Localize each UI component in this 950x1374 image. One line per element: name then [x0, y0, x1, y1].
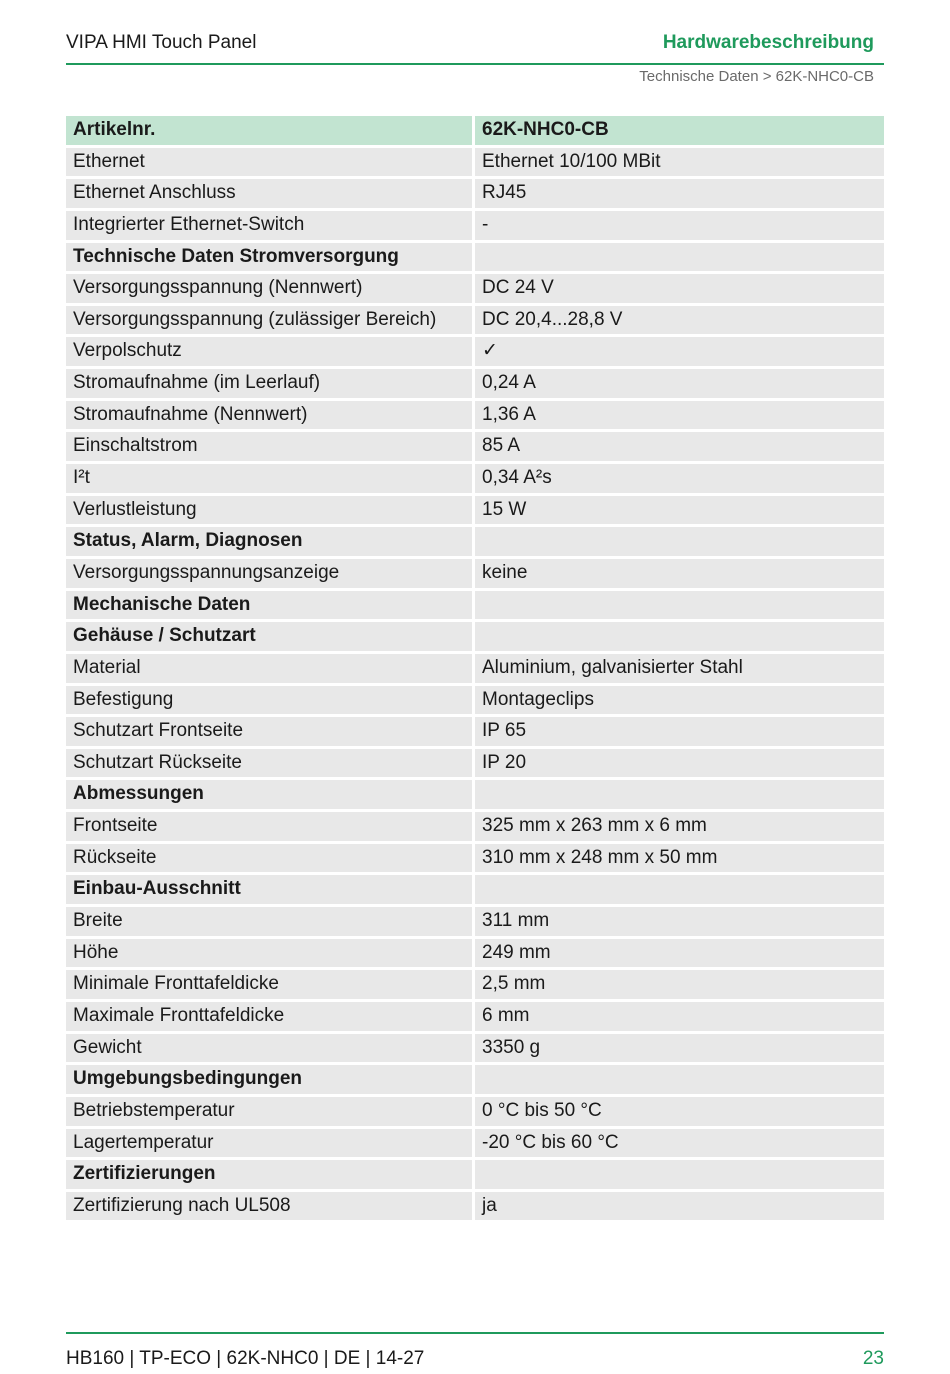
- row-value: [475, 243, 884, 272]
- table-row: [66, 211, 884, 240]
- row-value: ja: [475, 1192, 884, 1221]
- table-section-row: [66, 527, 884, 556]
- table-row: [66, 464, 884, 493]
- row-value: 6 mm: [475, 1002, 884, 1031]
- row-label: Verpolschutz: [66, 337, 472, 366]
- row-label: Schutzart Rückseite: [66, 749, 472, 778]
- table-section-row: [66, 1065, 884, 1094]
- table-row: [66, 907, 884, 936]
- row-value: 85 A: [475, 432, 884, 461]
- row-value: RJ45: [475, 179, 884, 208]
- footer-document-id: HB160 | TP-ECO | 62K-NHC0 | DE | 14-27: [66, 1348, 425, 1369]
- row-label: Technische Daten Stromversorgung: [66, 243, 472, 272]
- row-label: Status, Alarm, Diagnosen: [66, 527, 472, 556]
- row-label: Minimale Fronttafeldicke: [66, 970, 472, 999]
- page-number: 23: [862, 1348, 884, 1369]
- row-label: Ethernet Anschluss: [66, 179, 472, 208]
- table-row: [66, 686, 884, 715]
- row-value: DC 24 V: [475, 274, 884, 303]
- row-label: Frontseite: [66, 812, 472, 841]
- table-row: [66, 1097, 884, 1126]
- row-label: Versorgungsspannung (zulässiger Bereich): [66, 306, 472, 335]
- row-value: 2,5 mm: [475, 970, 884, 999]
- row-value: Montageclips: [475, 686, 884, 715]
- row-label: Artikelnr.: [66, 116, 472, 145]
- breadcrumb: Technische Daten > 62K-NHC0-CB: [639, 68, 874, 85]
- row-label: Rückseite: [66, 844, 472, 873]
- row-label: Versorgungsspannungsanzeige: [66, 559, 472, 588]
- row-value: 249 mm: [475, 939, 884, 968]
- row-label: Breite: [66, 907, 472, 936]
- row-value: 0,34 A²s: [475, 464, 884, 493]
- table-row: [66, 654, 884, 683]
- row-value: 325 mm x 263 mm x 6 mm: [475, 812, 884, 841]
- row-value: [475, 527, 884, 556]
- row-label: Verlustleistung: [66, 496, 472, 525]
- row-value: [475, 591, 884, 620]
- table-row: [66, 717, 884, 746]
- table-row: [66, 1002, 884, 1031]
- row-label: Versorgungsspannung (Nennwert): [66, 274, 472, 303]
- row-value: [475, 622, 884, 651]
- table-header-row: [66, 116, 884, 145]
- table-row: [66, 559, 884, 588]
- row-label: Einschaltstrom: [66, 432, 472, 461]
- table-row: [66, 844, 884, 873]
- row-value: 1,36 A: [475, 401, 884, 430]
- row-label: Lagertemperatur: [66, 1129, 472, 1158]
- row-label: Mechanische Daten: [66, 591, 472, 620]
- row-value: Aluminium, galvanisierter Stahl: [475, 654, 884, 683]
- footer-divider: [66, 1332, 884, 1334]
- row-label: Zertifizierung nach UL508: [66, 1192, 472, 1221]
- row-value: 15 W: [475, 496, 884, 525]
- row-value: 3350 g: [475, 1034, 884, 1063]
- table-row: [66, 274, 884, 303]
- row-label: Maximale Fronttafeldicke: [66, 1002, 472, 1031]
- row-value: -20 °C bis 60 °C: [475, 1129, 884, 1158]
- chapter-title: Hardwarebeschreibung: [662, 32, 874, 53]
- row-label: Stromaufnahme (Nennwert): [66, 401, 472, 430]
- row-value: -: [475, 211, 884, 240]
- table-row: [66, 148, 884, 177]
- row-value: [475, 780, 884, 809]
- table-row: [66, 939, 884, 968]
- row-value: IP 20: [475, 749, 884, 778]
- row-value: 0 °C bis 50 °C: [475, 1097, 884, 1126]
- row-value: IP 65: [475, 717, 884, 746]
- row-label: Stromaufnahme (im Leerlauf): [66, 369, 472, 398]
- row-label: Gehäuse / Schutzart: [66, 622, 472, 651]
- row-label: Abmessungen: [66, 780, 472, 809]
- row-label: Integrierter Ethernet-Switch: [66, 211, 472, 240]
- row-label: Höhe: [66, 939, 472, 968]
- table-row: [66, 749, 884, 778]
- row-label: Gewicht: [66, 1034, 472, 1063]
- table-section-row: [66, 875, 884, 904]
- row-label: Material: [66, 654, 472, 683]
- row-value: keine: [475, 559, 884, 588]
- table-section-row: [66, 1160, 884, 1189]
- row-label: Einbau-Ausschnitt: [66, 875, 472, 904]
- row-label: Ethernet: [66, 148, 472, 177]
- row-value: [475, 875, 884, 904]
- table-row: [66, 970, 884, 999]
- row-value: 310 mm x 248 mm x 50 mm: [475, 844, 884, 873]
- row-value: 0,24 A: [475, 369, 884, 398]
- row-value: 62K-NHC0-CB: [475, 116, 884, 145]
- row-value: [475, 1160, 884, 1189]
- table-row: [66, 1034, 884, 1063]
- row-value: DC 20,4...28,8 V: [475, 306, 884, 335]
- row-label: Zertifizierungen: [66, 1160, 472, 1189]
- table-row: [66, 812, 884, 841]
- row-value: 311 mm: [475, 907, 884, 936]
- row-label: I²t: [66, 464, 472, 493]
- row-label: Umgebungsbedingungen: [66, 1065, 472, 1094]
- table-section-row: [66, 622, 884, 651]
- table-section-row: [66, 780, 884, 809]
- document-title: VIPA HMI Touch Panel: [66, 32, 257, 53]
- row-value: [475, 1065, 884, 1094]
- table-row: [66, 401, 884, 430]
- row-value: Ethernet 10/100 MBit: [475, 148, 884, 177]
- table-row: [66, 306, 884, 335]
- table-row: [66, 337, 884, 366]
- table-row: [66, 432, 884, 461]
- row-label: Betriebstemperatur: [66, 1097, 472, 1126]
- table-row: [66, 496, 884, 525]
- spec-table: [66, 116, 884, 1223]
- table-row: [66, 369, 884, 398]
- table-row: [66, 1129, 884, 1158]
- header-divider: [66, 63, 884, 65]
- row-label: Schutzart Frontseite: [66, 717, 472, 746]
- row-label: Befestigung: [66, 686, 472, 715]
- table-section-row: [66, 591, 884, 620]
- table-section-row: [66, 243, 884, 272]
- table-row: [66, 1192, 884, 1221]
- row-value: ✓: [475, 337, 884, 366]
- table-row: [66, 179, 884, 208]
